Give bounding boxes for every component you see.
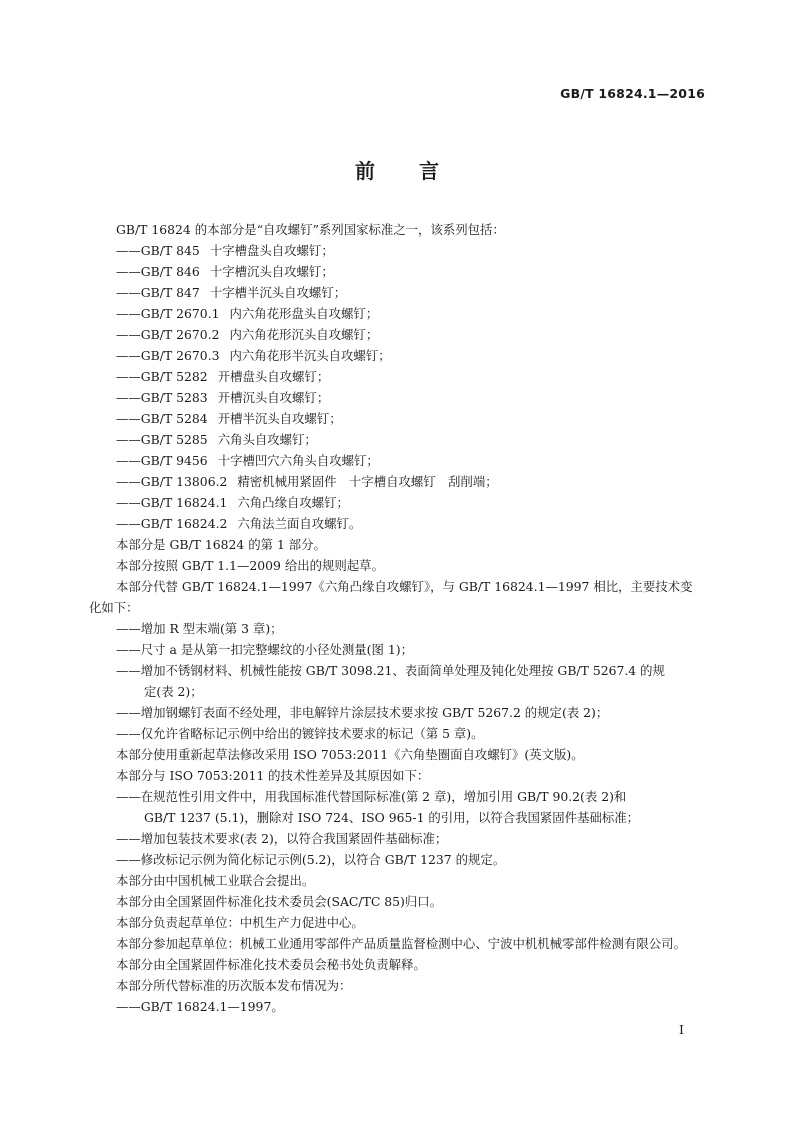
changes-list — [89, 618, 705, 744]
list-item: ——增加不锈钢材料、机械性能按 GB/T 3098.21、表面简单处理及钝化处理按 GB/T 5267.4 的规 — [116, 663, 665, 678]
drafting-rule: 本部分按照 GB/T 1.1—2009 给出的规则起草。 — [116, 558, 384, 573]
proposer-statement: 本部分由中国机械工业联合会提出。 — [116, 873, 315, 888]
list-item: ——GB/T 16824.1 六角凸缘自攻螺钉； — [116, 495, 349, 510]
interpretation-statement: 本部分由全国紧固件标准化技术委员会秘书处负责解释。 — [116, 957, 426, 972]
participants-statement: 本部分参加起草单位：机械工业通用零部件产品质量监督检测中心、宁波中机机械零部件检测有限公司。 — [116, 936, 686, 951]
history-intro: 本部分所代替标准的历次版本发布情况为： — [116, 978, 352, 993]
list-item: ——增加钢螺钉表面不经处理，非电解锌片涂层技术要求按 GB/T 5267.2 的规定(表 2)； — [116, 705, 609, 720]
foreword-body — [89, 219, 705, 1017]
standard-number: GB/T 16824.1—2016 — [560, 86, 705, 101]
list-item: ——GB/T 5285 六角头自攻螺钉； — [116, 432, 317, 447]
differences-intro: 本部分与 ISO 7053:2011 的技术性差异及其原因如下： — [116, 768, 430, 783]
page-title: 前言 — [355, 159, 483, 183]
replace-statement-line1: 本部分代替 GB/T 16824.1—1997《六角凸缘自攻螺钉》，与 GB/T 16824.1—1997 相比，主要技术变 — [116, 579, 693, 594]
series-list — [89, 240, 705, 534]
list-item: ——GB/T 16824.2 六角法兰面自攻螺钉。 — [116, 516, 362, 531]
list-item: ——GB/T 2670.3 内六角花形半沉头自攻螺钉； — [116, 348, 391, 363]
replace-statement-line2: 化如下： — [89, 600, 139, 615]
list-item: ——GB/T 9456 十字槽凹穴六角头自攻螺钉； — [116, 453, 379, 468]
list-item: ——修改标记示例为简化标记示例(5.2)，以符合 GB/T 1237 的规定。 — [116, 852, 506, 867]
list-item: ——GB/T 846 十字槽沉头自攻螺钉； — [116, 264, 334, 279]
list-item: ——GB/T 13806.2 精密机械用紧固件 十字槽自攻螺钉 刮削端； — [116, 474, 498, 489]
list-item: ——GB/T 847 十字槽半沉头自攻螺钉； — [116, 285, 347, 300]
list-item: ——仅允许省略标记示例中给出的镀锌技术要求的标记（第 5 章)。 — [116, 726, 484, 741]
list-item: ——GB/T 2670.1 内六角花形盘头自攻螺钉； — [116, 306, 379, 321]
list-item-continuation: GB/T 1237 (5.1)，删除对 ISO 724、ISO 965-1 的引用，以符合我国紧固件基础标准； — [144, 810, 640, 825]
part-statement: 本部分是 GB/T 16824 的第 1 部分。 — [116, 537, 326, 552]
page-number: I — [679, 1022, 684, 1037]
list-item: ——GB/T 5284 开槽半沉头自攻螺钉； — [116, 411, 342, 426]
list-item-continuation: 定(表 2)； — [144, 684, 203, 699]
differences-list — [89, 786, 705, 870]
intro-paragraph: GB/T 16824 的本部分是“自攻螺钉”系列国家标准之一，该系列包括： — [116, 222, 505, 237]
list-item: ——增加 R 型末端(第 3 章)； — [116, 621, 283, 636]
list-item: ——在规范性引用文件中，用我国标准代替国际标准(第 2 章)，增加引用 GB/T 90.2(表 2)和 — [116, 789, 627, 804]
list-item: ——GB/T 5283 开槽沉头自攻螺钉； — [116, 390, 330, 405]
list-item: ——GB/T 2670.2 内六角花形沉头自攻螺钉； — [116, 327, 379, 342]
list-item: ——GB/T 5282 开槽盘头自攻螺钉； — [116, 369, 330, 384]
committee-statement: 本部分由全国紧固件标准化技术委员会(SAC/TC 85)归口。 — [116, 894, 443, 909]
list-item: ——GB/T 845 十字槽盘头自攻螺钉； — [116, 243, 334, 258]
list-item: ——增加包装技术要求(表 2)，以符合我国紧固件基础标准； — [116, 831, 448, 846]
history-item: ——GB/T 16824.1—1997。 — [116, 999, 284, 1014]
drafter-statement: 本部分负责起草单位：中机生产力促进中心。 — [116, 915, 364, 930]
redraft-statement: 本部分使用重新起草法修改采用 ISO 7053:2011《六角垫圈面自攻螺钉》(英文版)。 — [116, 747, 584, 762]
list-item: ——尺寸 a 是从第一扣完整螺纹的小径处测量(图 1)； — [116, 642, 413, 657]
